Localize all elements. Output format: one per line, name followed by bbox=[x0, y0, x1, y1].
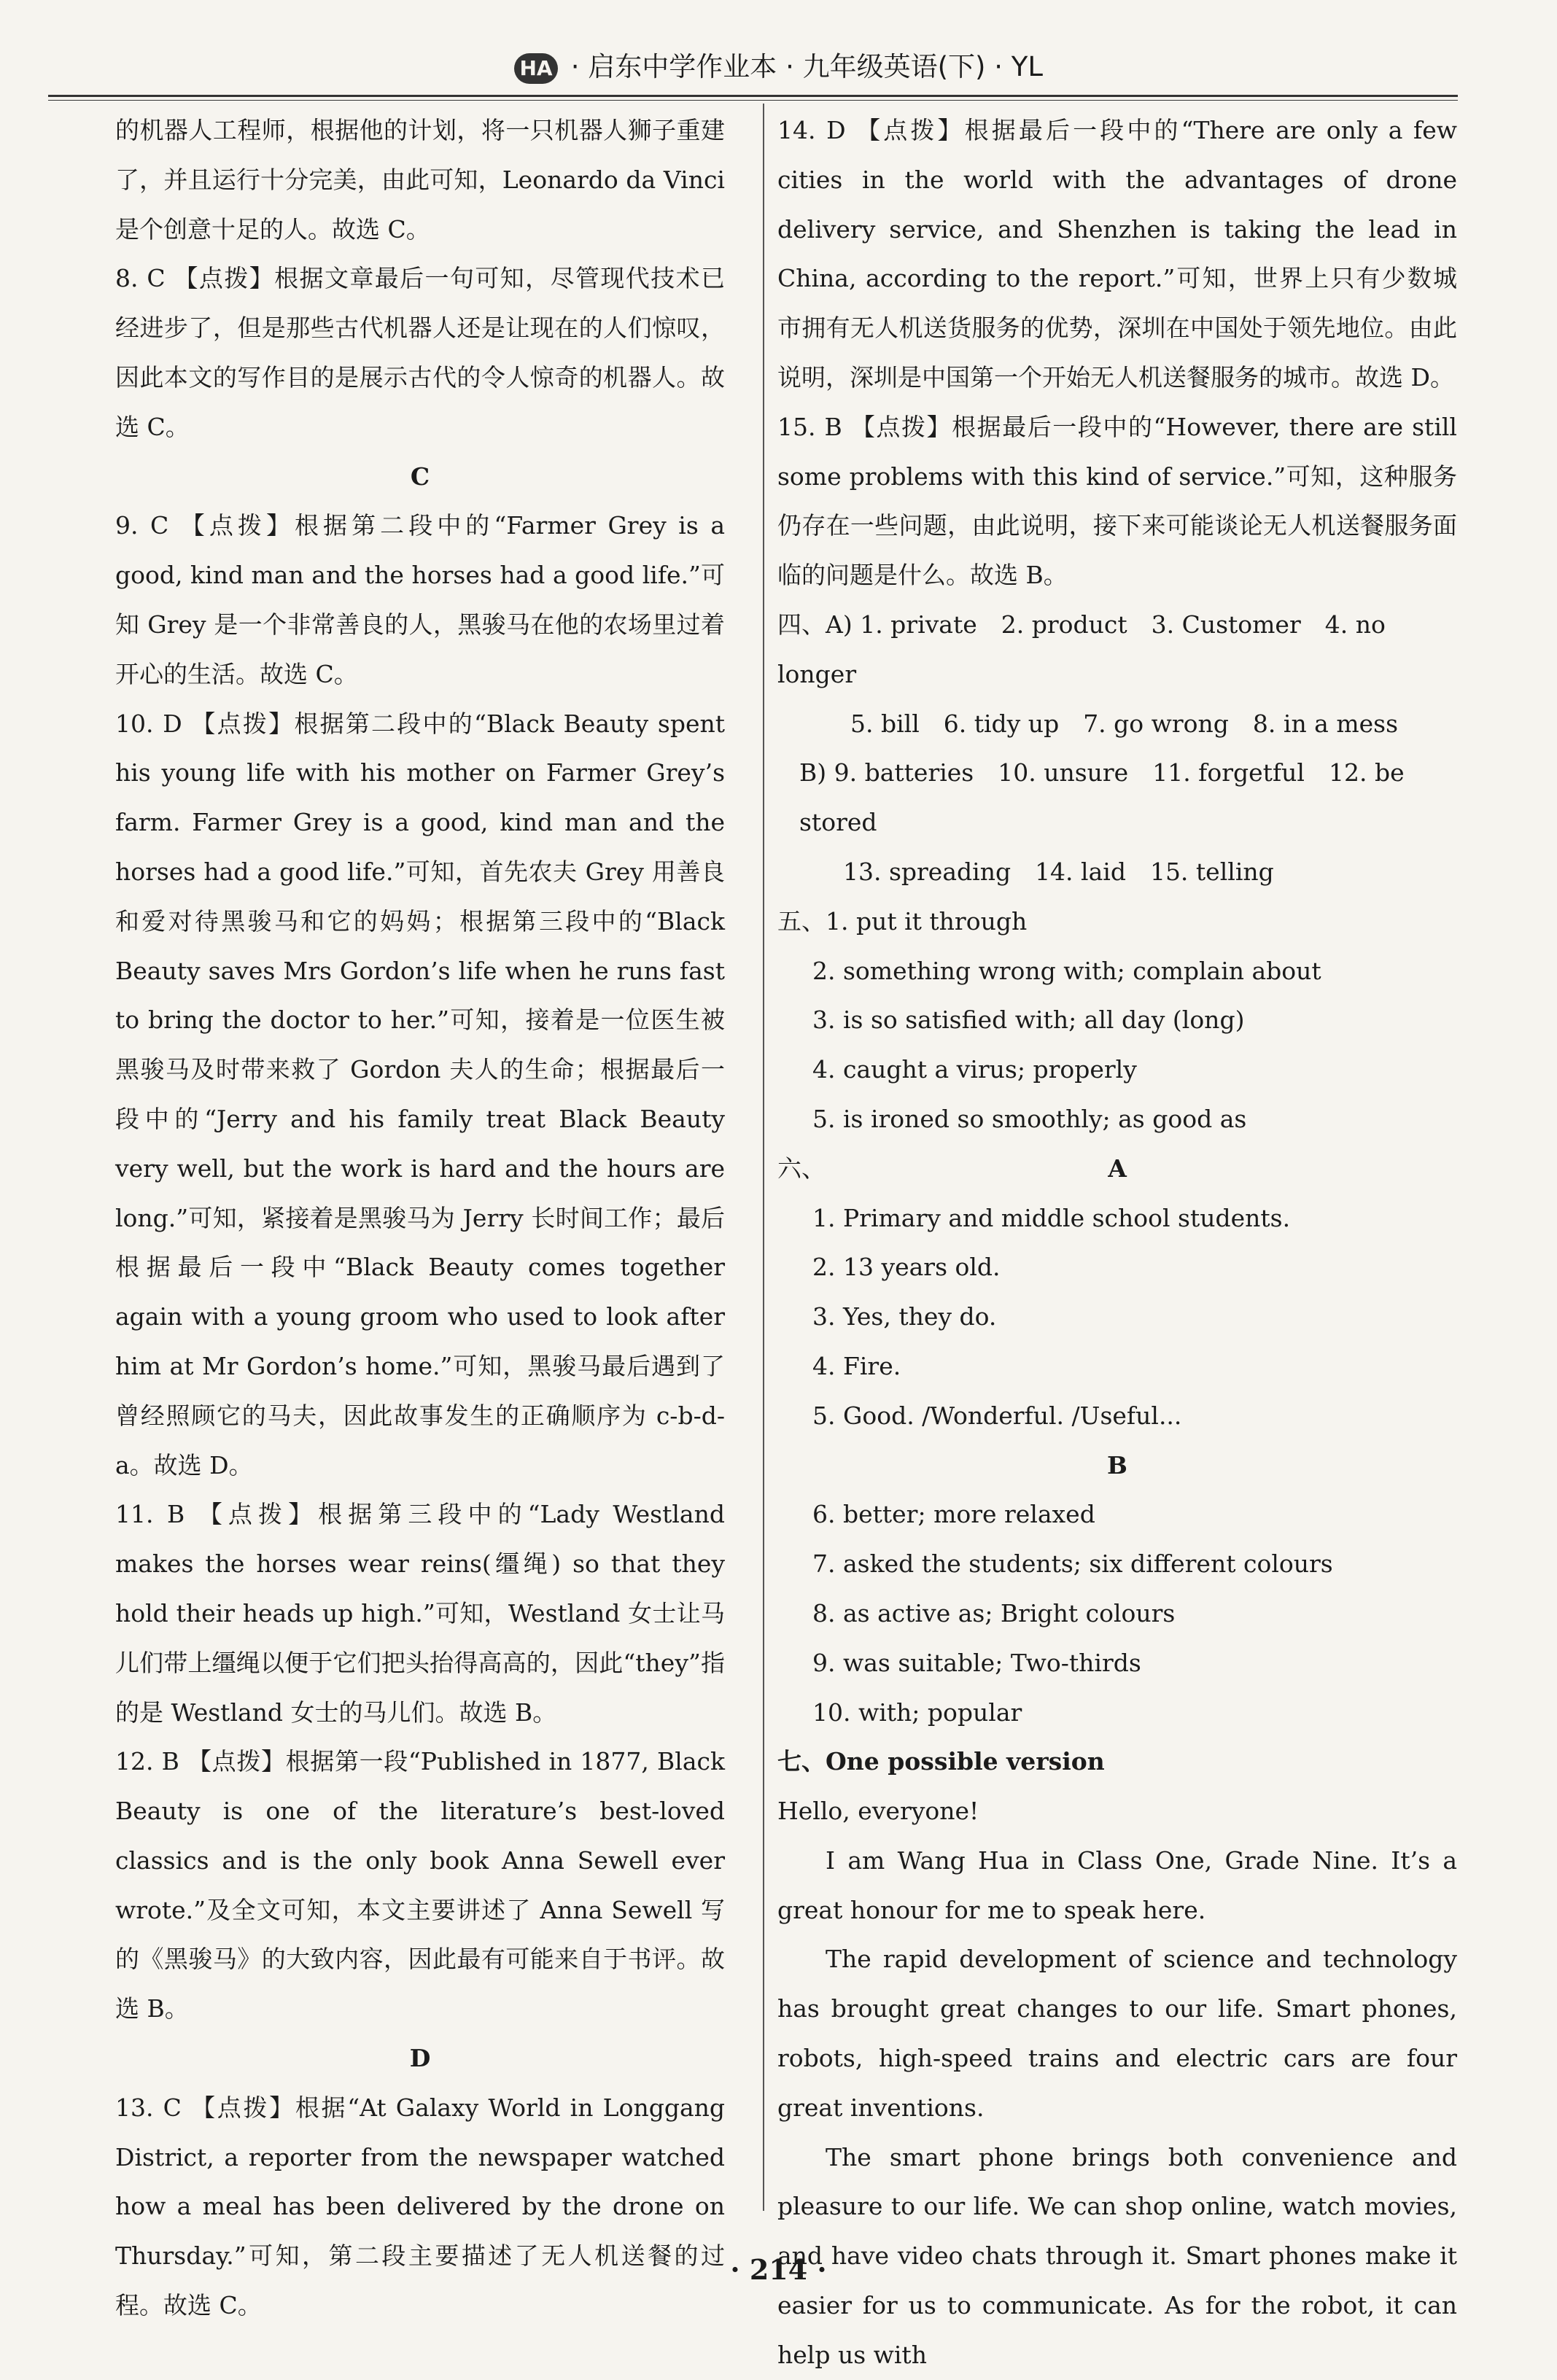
publisher-logo: HA bbox=[514, 53, 558, 84]
essay-paragraph-1: I am Wang Hua in Class One, Grade Nine. It’s a great honour for me to speak here. bbox=[777, 1846, 1457, 1924]
answer-q12: 12. B 【点拨】根据第一段“Published in 1877, Black Beauty is one of the literature’s best-loved classics and is the only book Anna Sewell ever wrote.”及全文可知，本文主要讲述了 Anna Sewell 写的《黑骏马》的大致内容，因此最有可能来自于书评。故选 B。 bbox=[115, 1747, 725, 2023]
section-d-heading: D bbox=[409, 2044, 431, 2073]
section-5-item-3: 3. is so satisfied with; all day (long) bbox=[812, 1006, 1245, 1035]
answer-q9: 9. C 【点拨】根据第二段中的“Farmer Grey is a good, kind man and the horses had a good life.”可知 Grey 是一个非常善良的人，黑骏马在他的农场里过着开心的生活。故选 C。 bbox=[115, 511, 725, 688]
answer-intro: 的机器人工程师，根据他的计划，将一只机器人狮子重建了，并且运行十分完美，由此可知，Leonardo da Vinci 是个创意十足的人。故选 C。 bbox=[115, 116, 725, 244]
answer-q11: 11. B 【点拨】根据第三段中的“Lady Westland makes the horses wear reins(缰绳) so that they hold their heads up high.”可知，Westland 女士让马儿们带上缰绳以便于它们把头抬得高高的，因此“they”指的是 Westland 女士的马儿们。故选 B。 bbox=[115, 1500, 725, 1727]
essay-paragraph-2: The rapid development of science and technology has brought great changes to our life. Smart phones, robots, high-speed trains and electric cars are four great inventions. bbox=[777, 1945, 1457, 2122]
section-6-a-heading: A bbox=[1108, 1154, 1127, 1183]
page-number: · 214 · bbox=[730, 2253, 827, 2286]
section-6-item-2: 2. 13 years old. bbox=[812, 1253, 1001, 1282]
section-6-item-1: 1. Primary and middle school students. bbox=[812, 1203, 1291, 1232]
section-6-item-3: 3. Yes, they do. bbox=[812, 1302, 997, 1331]
answer-q8: 8. C 【点拨】根据文章最后一句可知，尽管现代技术已经进步了，但是那些古代机器人还是让现在的人们惊叹，因此本文的写作目的是展示古代的令人惊奇的机器人。故选 C。 bbox=[115, 264, 725, 441]
section-6-item-4: 4. Fire. bbox=[812, 1351, 901, 1380]
section-6-label: 六、 bbox=[777, 1154, 826, 1183]
essay-greeting: Hello, everyone! bbox=[777, 1797, 979, 1826]
left-column bbox=[115, 106, 725, 2330]
section-6-item-8: 8. as active as; Bright colours bbox=[812, 1598, 1176, 1628]
essay-paragraph-3: The smart phone brings both convenience and pleasure to our life. We can shop online, watch movies, and have video chats through it. Smart phones make it easier for us to communicate. As for the robot, it can help us with bbox=[777, 2142, 1457, 2369]
header-title: · 启东中学作业本 · 九年级英语(下) · YL bbox=[570, 51, 1043, 82]
right-column bbox=[777, 106, 1457, 2380]
section-c-heading: C bbox=[410, 462, 430, 491]
section-4-line-3: B) 9. batteries 10. unsure 11. forgetful 12. be stored bbox=[799, 758, 1405, 837]
section-6-item-10: 10. with; popular bbox=[812, 1698, 1022, 1727]
section-6-item-9: 9. was suitable; Two-thirds bbox=[812, 1648, 1141, 1677]
section-6-heading-row bbox=[777, 1144, 1457, 1194]
section-4-line-4: 13. spreading 14. laid 15. telling bbox=[843, 857, 1274, 886]
section-7-title: 七、One possible version bbox=[777, 1747, 1105, 1776]
section-5-item-2: 2. something wrong with; complain about bbox=[812, 956, 1321, 985]
header-rule bbox=[48, 95, 1458, 97]
section-5-item-4: 4. caught a virus; properly bbox=[812, 1055, 1137, 1084]
section-5-item-5: 5. is ironed so smoothly; as good as bbox=[812, 1104, 1247, 1133]
section-4-line-1: 四、A) 1. private 2. product 3. Customer 4. no longer bbox=[777, 610, 1386, 688]
section-6-item-6: 6. better; more relaxed bbox=[812, 1500, 1095, 1529]
section-4-line-2: 5. bill 6. tidy up 7. go wrong 8. in a mess bbox=[850, 709, 1399, 738]
answer-q15: 15. B 【点拨】根据最后一段中的“However, there are still some problems with this kind of service.”可知，这种服务仍存在一些问题，由此说明，接下来可能谈论无人机送餐服务面临的问题是什么。故选 B。 bbox=[777, 412, 1457, 590]
column-divider bbox=[763, 104, 764, 2211]
answer-q14: 14. D 【点拨】根据最后一段中的“There are only a few cities in the world with the advantages of drone delivery service, and Shenzhen is taking the lead in China, according to the report.”可知，世界上只有少数城市拥有无人机送货服务的优势，深圳在中国处于领先地位。由此说明，深圳是中国第一个开始无人机送餐服务的城市。故选 D。 bbox=[777, 116, 1457, 392]
answer-q13: 13. C 【点拨】根据“At Galaxy World in Longgang District, a reporter from the newspaper watched how a meal has been delivered by the drone on Thursday.”可知，第二段主要描述了无人机送餐的过程。故选 C。 bbox=[115, 2093, 725, 2320]
section-5-item-1: 五、1. put it through bbox=[777, 906, 1028, 936]
section-6-item-5: 5. Good. /Wonderful. /Useful... bbox=[812, 1401, 1182, 1430]
header-rule-thin bbox=[48, 100, 1458, 101]
page-header bbox=[0, 45, 1557, 89]
answer-q10: 10. D 【点拨】根据第二段中的“Black Beauty spent his young life with his mother on Farmer Grey’s farm. Farmer Grey is a good, kind man and the horses had a good life.”可知，首先农夫 Grey 用善良和爱对待黑骏马和它的妈妈；根据第三段中的“Black Beauty saves Mrs Gordon’s life when he runs fast to bring the doctor to her.”可知，接着是一位医生被黑骏马及时带来救了 Gordon 夫人的生命；根据最后一段中的“Jerry and his family treat Black Beauty very well, but the work is hard and the hours are long.”可知，紧接着是黑骏马为 Jerry 长时间工作；最后根据最后一段中“Black Beauty comes together again with a young groom who used to look after him at Mr Gordon’s home.”可知，黑骏马最后遇到了曾经照顾它的马夫，因此故事发生的正确顺序为 c-b-d-a。故选 D。 bbox=[115, 709, 725, 1479]
section-6-item-7: 7. asked the students; six different colours bbox=[812, 1549, 1333, 1579]
section-6-b-heading: B bbox=[1107, 1450, 1127, 1479]
